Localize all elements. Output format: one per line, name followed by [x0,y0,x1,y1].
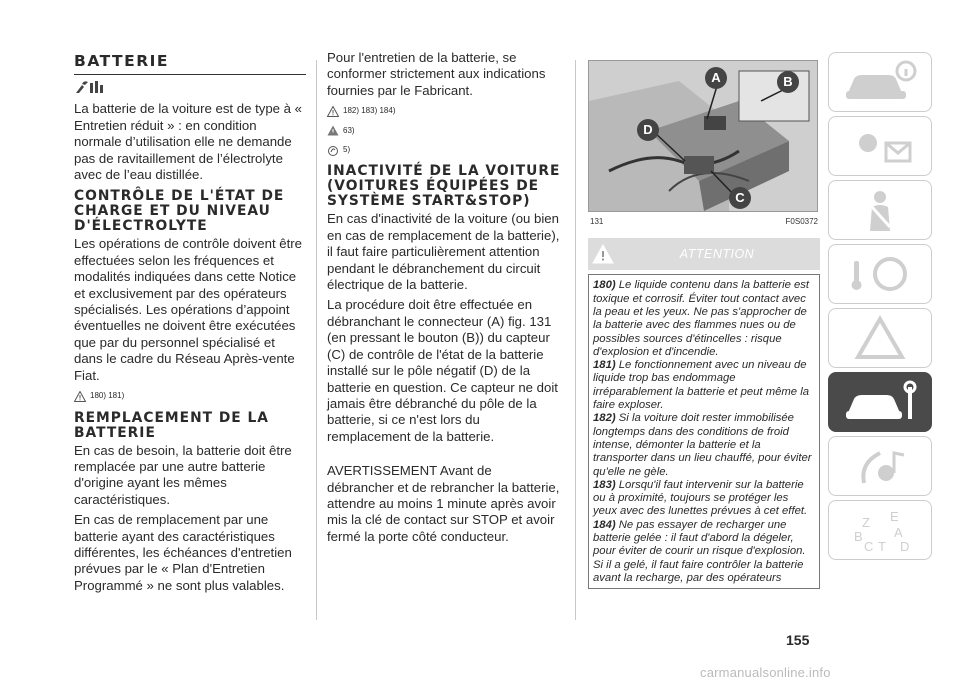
right-column [588,60,820,589]
warning-refs [327,103,561,119]
column-divider [575,60,576,620]
warning-header [588,238,820,270]
environment-refs [327,142,561,158]
warning-num: 184) [593,518,616,531]
figure-number: 131 [590,217,604,226]
caution-ref-text: 63) [343,125,355,135]
index-letter: T [878,539,886,553]
figure-label-a: A [705,67,727,89]
breakdown-triangle-icon [840,315,920,361]
warning-text: Le liquide contenu dans la batterie est toxique et corrosif. Éviter tout contact avec la peau et les yeux. Ne pas s'approcher de la batterie avec des flammes nues ou de possibles sources d'étincelles : risque d'explosion et d'incendie. [593,279,810,358]
left-column [74,52,306,598]
warning-triangle-icon [327,106,339,117]
figure-code: F0S0372 [785,217,818,226]
tab-index[interactable] [828,500,932,560]
tab-car-info[interactable] [828,52,932,112]
figure-label-b: B [777,71,799,93]
warning-triangle-icon [592,244,614,264]
index-letter: D [900,539,910,553]
warning-item [593,359,815,412]
caution-refs [327,123,561,139]
warning-triangle-icon [74,391,86,402]
heading-charge-check: CONTRÔLE DE L'ÉTAT DE CHARGE ET DU NIVEAU D'ÉLECTROLYTE [74,188,285,235]
environment-ref-text: 5) [343,145,351,155]
warning-num: 182) [593,412,616,425]
heading-replacement: REMPLACEMENT DE LA BATTERIE [74,409,269,441]
index-letter: A [894,525,903,540]
column-divider [316,60,317,620]
index-letter: Z [862,515,870,530]
tab-starting-driving[interactable] [828,244,932,304]
index-letter: B [854,529,863,544]
inactivity-paragraph-2: La procédure doit être effectuée en débranchant le connecteur (A) fig. 131 (en pressant le bouton (B)) du capteur (C) de contrôle de l'état de la batterie installé sur le pôle négatif (D) de la batterie en question. Ce capteur ne doit jamais être débranché du pôle de la batterie, si ce n'est lors du remplacement de la batterie. [327,297,558,444]
figure-caption [590,214,818,230]
warning-text: Le fonctionnement avec un niveau de liquide trop bas endommage irréparablement la batterie et peut même la faire exploser. [593,359,810,412]
page-number: 155 [786,632,810,648]
heading-inactivity: INACTIVITÉ DE LA VOITURE (VOITURES ÉQUIPÉES DE SYSTÈME START&STOP) [327,163,561,210]
warning-item [593,519,815,585]
tab-safety[interactable] [828,180,932,240]
warning-refs [74,388,306,404]
tab-servicing[interactable] [828,372,932,432]
car-service-icon [840,379,920,425]
index-letters-icon [840,507,920,553]
figure-label-c: C [729,187,751,209]
replacement-paragraph-1: En cas de besoin, la batterie doit être remplacée par une autre batterie d'origine ayant les mêmes caractéristiques. [74,442,292,507]
multimedia-icon [840,443,920,489]
figure-label-d: D [637,119,659,141]
warning-ref-text: 180) 181) [90,391,125,401]
middle-column [327,50,561,549]
warning-ref-text: 182) 183) 184) [343,106,396,116]
index-letter: E [890,509,899,524]
warning-item [593,479,815,519]
maintenance-paragraph: Pour l'entretien de la batterie, se conformer strictement aux indications fournies par le Fabricant. [327,50,546,98]
warning-item [593,279,815,359]
warning-num: 180) [593,279,616,292]
warning-box [588,274,820,589]
maintenance-symbol-icon [74,79,306,99]
warning-num: 183) [593,478,616,491]
caution-icon [327,125,339,136]
footer-watermark: carmanualsonline.info [700,665,831,680]
warning-num: 181) [593,359,616,372]
inactivity-paragraph-1: En cas d'inactivité de la voiture (ou bien en cas de remplacement de la batterie), il faut faire particulièrement attention pendant le débranchement du circuit électrique de la batterie. [327,211,560,293]
battery-figure [588,60,818,212]
tab-multimedia[interactable] [828,436,932,496]
warning-text: Lorsqu'il faut intervenir sur la batterie ou à proximité, toujours se protéger les yeux avec des lunettes prévues à cet effet. [593,478,808,518]
seatbelt-airbag-icon [840,187,920,233]
intro-paragraph: La batterie de la voiture est de type à « Entretien réduit » : en condition normale d’utilisation elle ne demande pas de ravitaillement de l’électrolyte avec de l’eau distillée. [74,101,302,183]
chapter-sidebar [828,52,932,564]
car-info-icon [840,59,920,105]
notice-paragraph: AVERTISSEMENT Avant de débrancher et de rebrancher la batterie, attendre au moins 1 minute après avoir mis la clé de contact sur STOP et avoir fermé la porte côté conducteur. [327,463,560,544]
section-title: BATTERIE [74,52,306,75]
warning-title: ATTENTION [679,247,755,262]
environment-icon [327,145,339,156]
warning-text: Si la voiture doit rester immobilisée longtemps dans des conditions de froid intense, démonter la batterie et la transporter dans un lieu chauffé, pour éviter qu'elle ne gèle. [593,412,812,478]
charge-check-paragraph: Les opérations de contrôle doivent être effectuées selon les fréquences et modalités indiquées dans cette Notice et exclusivement par des opérateurs spécialisés. Les opérations d’appoint éventuelles ne doivent être exécutées que par du personnel spécialisé et dans le cadre du Réseau Après-vente Fiat. [74,236,302,383]
tab-dashboard-warnings[interactable] [828,116,932,176]
tab-emergency[interactable] [828,308,932,368]
warning-text: Ne pas essayer de recharger une batterie gelée : il faut d'abord la dégeler, pour éviter de courir un risque d'explosion. Si il a gelé, il faut faire contrôler la batterie avant la recharge, par des opérateurs [593,518,806,584]
steering-key-icon [840,251,920,297]
warning-item [593,412,815,478]
index-letter: C [864,539,874,553]
dashboard-warning-icon [840,123,920,169]
replacement-paragraph-2: En cas de remplacement par une batterie ayant des caractéristiques différentes, les échéances d'entretien prévues par le « Plan d'Entretien Programmé » ne sont plus valables. [74,512,292,593]
